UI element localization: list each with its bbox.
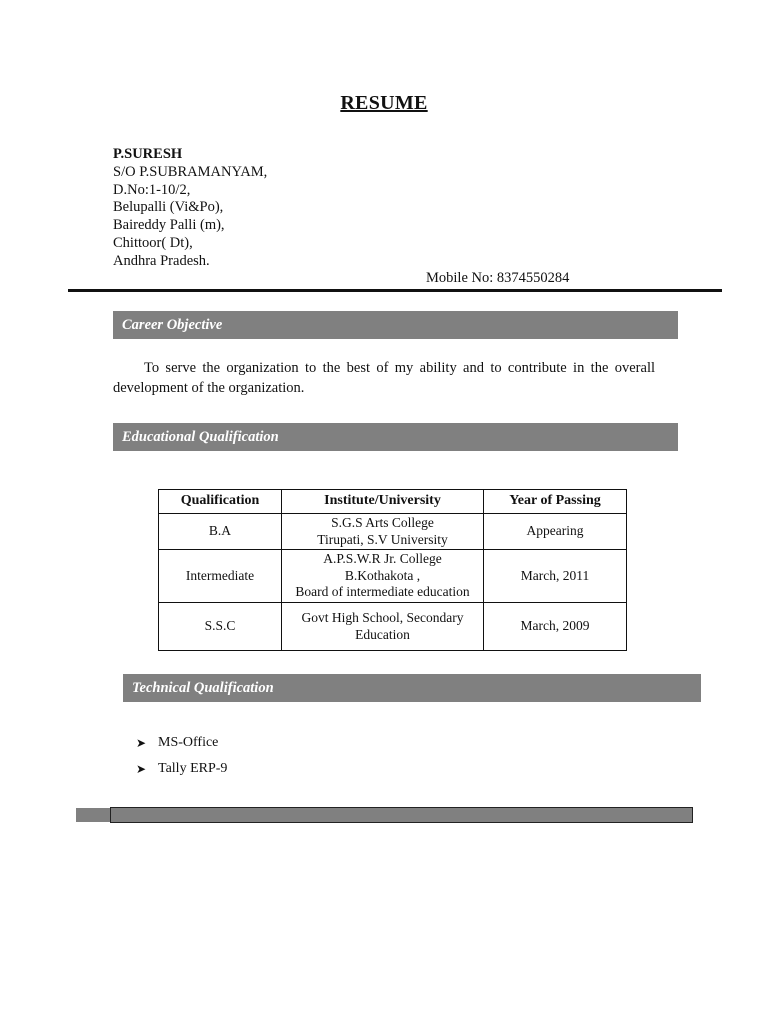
institute-line: S.G.S Arts College	[331, 515, 434, 530]
institute-cell	[282, 603, 484, 651]
career-objective-text: To serve the organization to the best of my ability and to contribute in the overall development of the organization.	[113, 360, 655, 396]
institute-line: B.Kothakota ,	[344, 567, 421, 583]
institute-line: Board of intermediate education	[295, 584, 470, 600]
address-line: Chittoor( Dt),	[113, 234, 193, 251]
skill-label: MS-Office	[158, 735, 219, 750]
institute-line: Tirupati, S.V University	[317, 531, 448, 547]
section-header-career-objective: Career Objective	[113, 311, 678, 339]
table-row	[159, 603, 627, 651]
table-row	[159, 514, 627, 550]
resume-title: RESUME	[340, 92, 428, 114]
footer-bar-tab	[76, 808, 110, 822]
table-row	[159, 550, 627, 603]
column-header-qualification: Qualification	[159, 490, 282, 514]
institute-line: Education	[355, 626, 410, 642]
list-item	[136, 730, 227, 756]
column-header-year: Year of Passing	[484, 490, 627, 514]
list-item	[136, 756, 227, 782]
institute-cell	[282, 550, 484, 603]
arrow-right-icon: ➤	[136, 736, 147, 750]
qualification-cell: S.S.C	[159, 603, 282, 651]
section-header-technical-qualification: Technical Qualification	[123, 674, 701, 702]
footer-bar	[110, 807, 693, 823]
year-cell: March, 2011	[484, 550, 627, 603]
institute-line: A.P.S.W.R Jr. College	[323, 551, 442, 567]
year-cell: Appearing	[484, 514, 627, 550]
institute-line: Govt High School, Secondary	[301, 610, 464, 625]
column-header-institute: Institute/University	[282, 490, 484, 514]
address-line: S/O P.SUBRAMANYAM,	[113, 163, 268, 180]
address-block	[113, 146, 267, 271]
education-table	[158, 489, 627, 651]
qualification-cell: Intermediate	[159, 550, 282, 603]
table-header-row	[159, 490, 627, 514]
year-cell: March, 2009	[484, 603, 627, 651]
candidate-name: P.SURESH	[113, 146, 183, 162]
header-divider	[68, 289, 722, 292]
address-line: D.No:1-10/2,	[113, 181, 191, 198]
qualification-cell: B.A	[159, 514, 282, 550]
address-line: Belupalli (Vi&Po),	[113, 199, 224, 216]
arrow-right-icon: ➤	[136, 762, 147, 776]
section-header-educational-qualification: Educational Qualification	[113, 423, 678, 451]
address-line: Andhra Pradesh.	[113, 252, 210, 269]
institute-cell	[282, 514, 484, 550]
address-line: Baireddy Palli (m),	[113, 217, 225, 234]
mobile-number: Mobile No: 8374550284	[426, 270, 570, 286]
technical-skills-list	[136, 730, 227, 782]
skill-label: Tally ERP-9	[158, 761, 228, 776]
